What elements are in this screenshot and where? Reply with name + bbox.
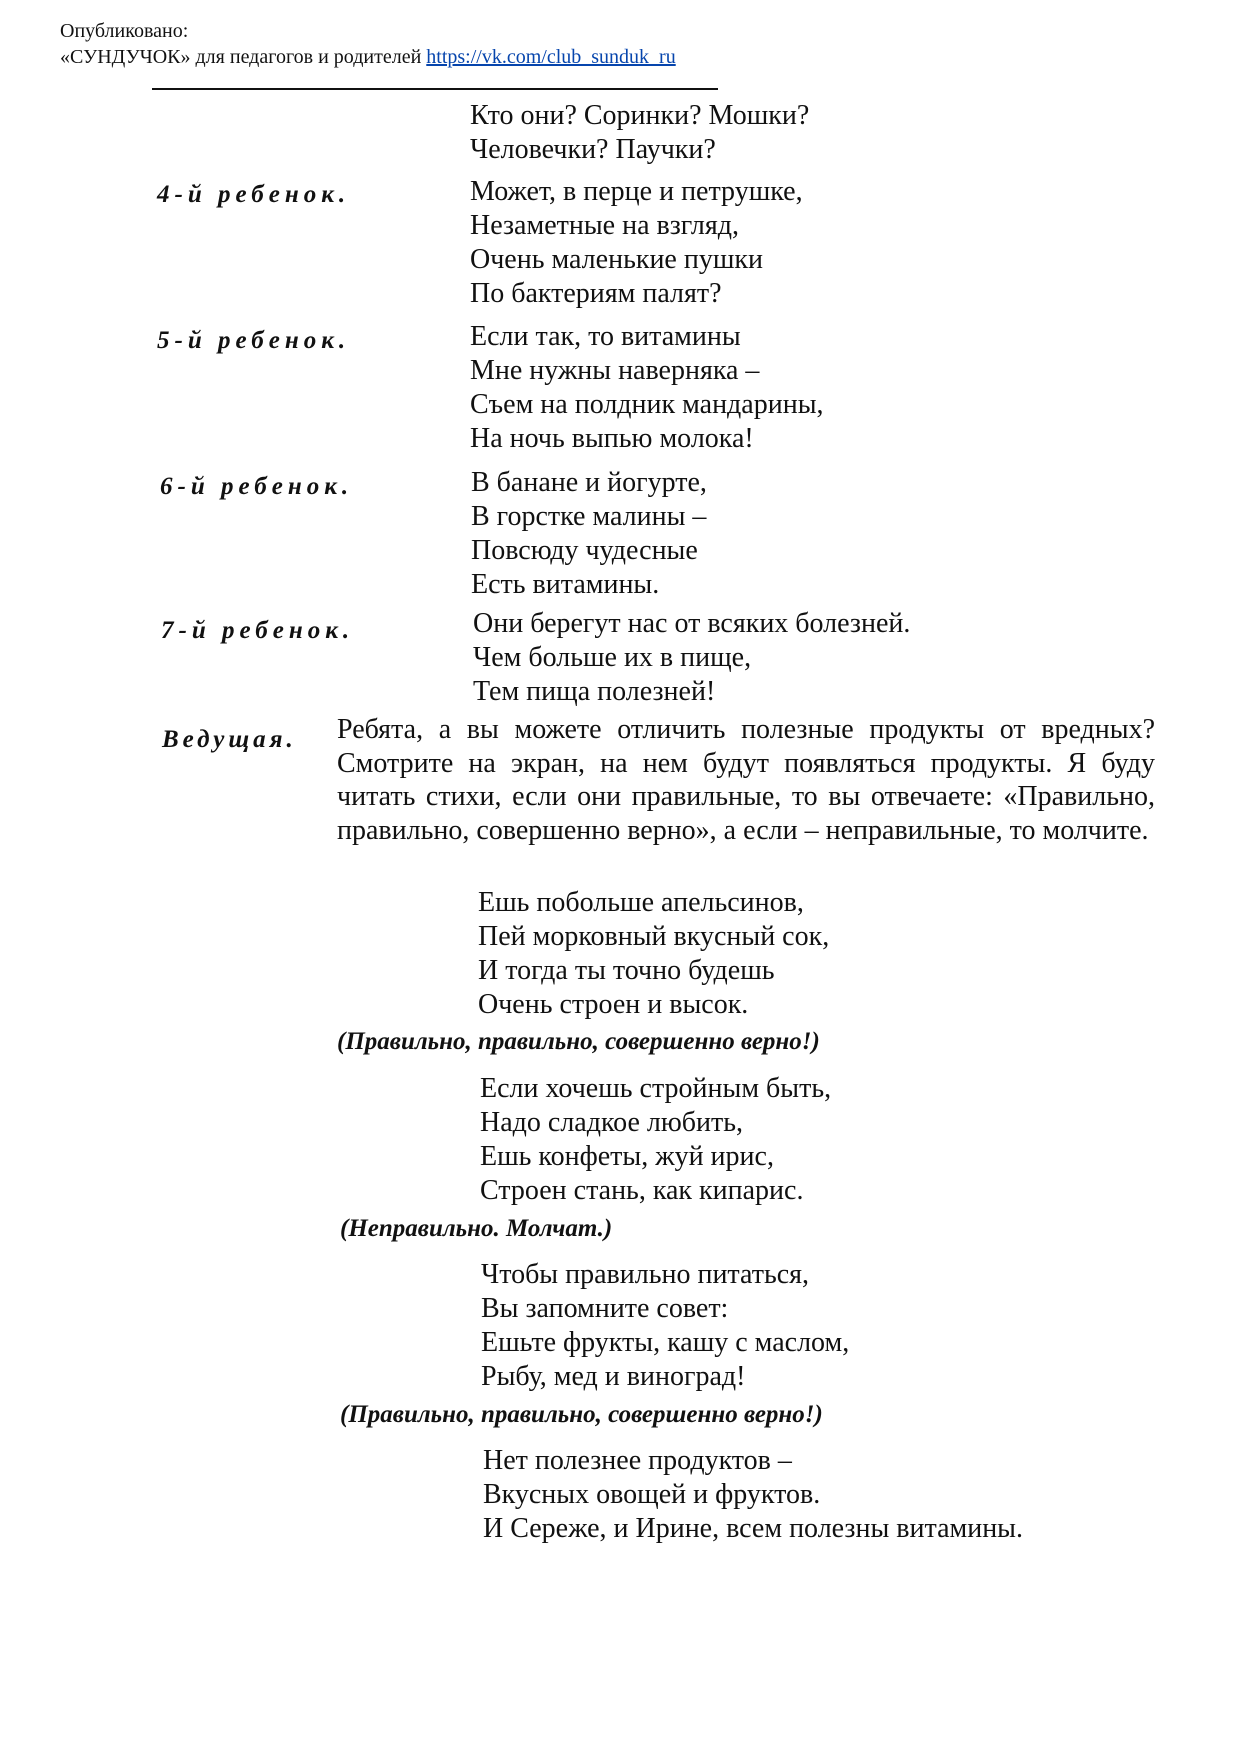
verse-line: Вы запомните совет:: [481, 1293, 729, 1324]
response-note: (Правильно, правильно, совершенно верно!): [340, 1401, 823, 1428]
host-speaker-label: Ведущая.: [162, 726, 297, 753]
verse-line: Чтобы правильно питаться,: [481, 1259, 810, 1290]
verse-line: Вкусных овощей и фруктов.: [483, 1479, 821, 1510]
speaker-label: 6-й ребенок.: [160, 473, 354, 500]
poem-line: Может, в перце и петрушке,: [470, 176, 803, 207]
host-paragraph: [337, 713, 1155, 847]
verse-line: Надо сладкое любить,: [480, 1107, 744, 1138]
header-divider: [152, 88, 718, 90]
response-note: (Правильно, правильно, совершенно верно!): [337, 1028, 820, 1055]
poem-line: В банане и йогурте,: [471, 467, 707, 498]
poem-line: Есть витамины.: [471, 569, 660, 600]
poem-line: Если так, то витамины: [470, 321, 741, 352]
response-note: (Неправильно. Молчат.): [340, 1215, 613, 1242]
verse-line: Ешь побольше апельсинов,: [478, 887, 804, 918]
published-label: Опубликовано:: [60, 20, 189, 42]
poem-line: Мне нужны наверняка –: [470, 355, 760, 386]
verse-line: И Сереже, и Ирине, всем полезны витамины.: [483, 1513, 1023, 1544]
source-name: «СУНДУЧОК» для педагогов и родителей: [60, 46, 422, 68]
source-line: [60, 44, 676, 70]
poem-line: Повсюду чудесные: [471, 535, 698, 566]
host-text: Ребята, а вы можете отличить полезные продукты от вредных? Смотрите на экран, на нем будут появляться продукты. Я буду читать стихи, если они правильные, то вы отвечаете: «Правильно, правильно, совершенно верно», а если – неправильные, то молчите.: [337, 714, 1155, 846]
verse-line: Ешьте фрукты, кашу с маслом,: [481, 1327, 850, 1358]
speaker-label: 7-й ребенок.: [161, 617, 355, 644]
verse-line: Ешь конфеты, жуй ирис,: [480, 1141, 774, 1172]
poem-line: Незаметные на взгляд,: [470, 210, 739, 241]
speaker-label: 4-й ребенок.: [157, 181, 351, 208]
poem-line: Человечки? Паучки?: [470, 134, 716, 165]
poem-line: Тем пища полезней!: [473, 676, 716, 707]
poem-line: На ночь выпью молока!: [470, 423, 754, 454]
poem-line: Очень маленькие пушки: [470, 244, 763, 275]
publication-header: [60, 18, 676, 70]
verse-line: Пей морковный вкусный сок,: [478, 921, 830, 952]
poem-line: Кто они? Соринки? Мошки?: [470, 100, 810, 131]
verse-line: Нет полезнее продуктов –: [483, 1445, 792, 1476]
verse-line: Очень строен и высок.: [478, 989, 749, 1020]
verse-line: Если хочешь стройным быть,: [480, 1073, 832, 1104]
verse-line: И тогда ты точно будешь: [478, 955, 775, 986]
poem-line: Съем на полдник мандарины,: [470, 389, 824, 420]
vk-club-link[interactable]: https://vk.com/club_sunduk_ru: [426, 46, 676, 68]
poem-line: По бактериям палят?: [470, 278, 722, 309]
speaker-label: 5-й ребенок.: [157, 327, 351, 354]
poem-line: Они берегут нас от всяких болезней.: [473, 608, 911, 639]
verse-line: Строен стань, как кипарис.: [480, 1175, 804, 1206]
verse-line: Рыбу, мед и виноград!: [481, 1361, 746, 1392]
poem-line: В горстке малины –: [471, 501, 707, 532]
poem-line: Чем больше их в пище,: [473, 642, 752, 673]
